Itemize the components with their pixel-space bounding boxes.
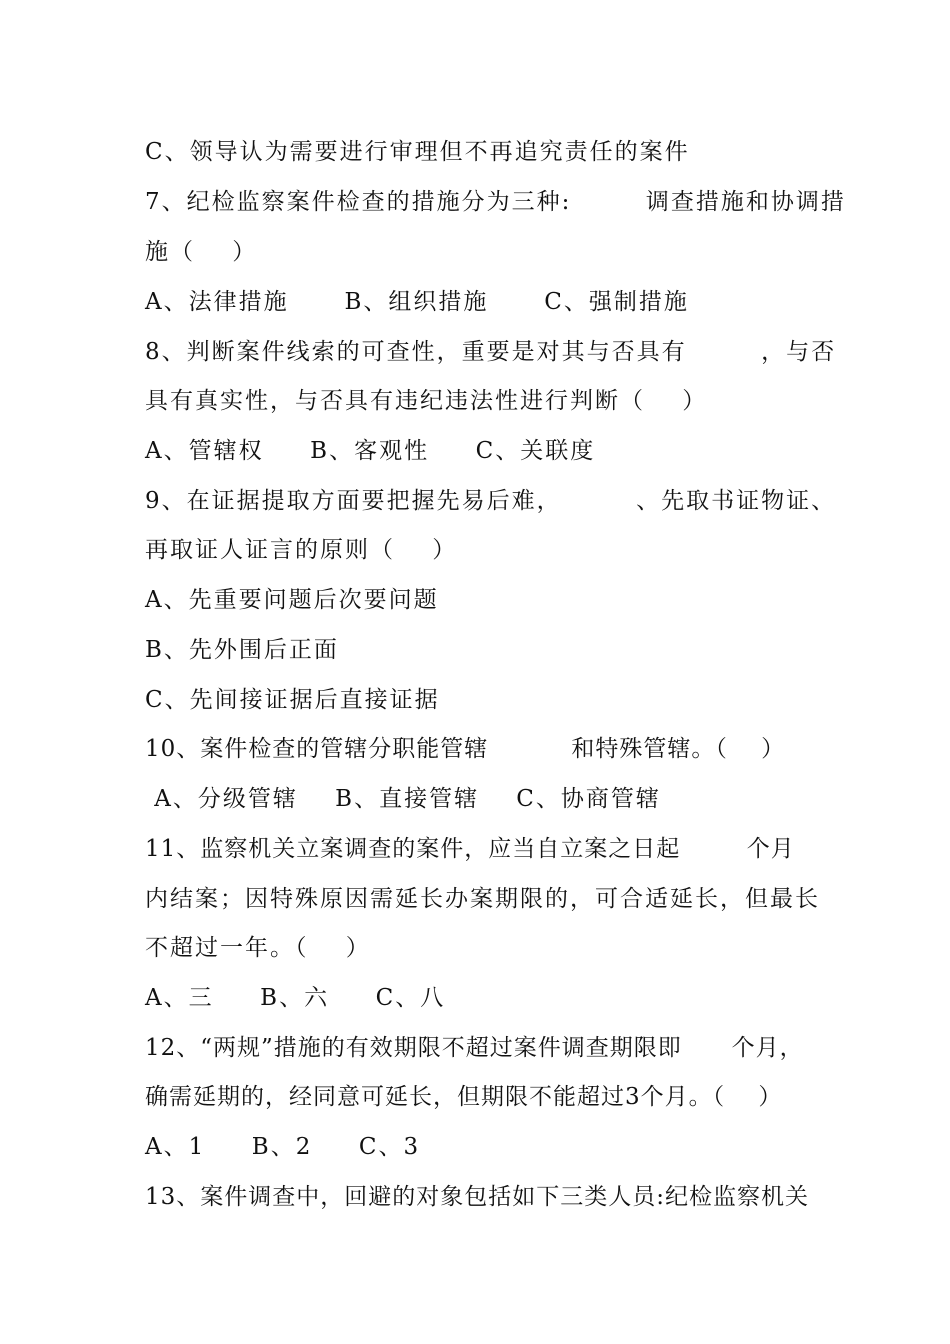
- text-line: 再取证人证言的原则（ ）: [145, 537, 458, 563]
- question-9-option-b: B、先外围后正面: [145, 637, 339, 663]
- text-line: C、领导认为需要进行审理但不再追究责任的案件: [145, 139, 690, 165]
- text-line: 不超过一年。（ ）: [145, 935, 371, 961]
- question-7-text: 7、纪检监察案件检查的措施分为三种: 调查措施和协调措: [145, 189, 846, 215]
- question-8-options: A、管辖权 B、客观性 C、关联度: [145, 438, 596, 464]
- question-10-options: A、分级管辖 B、直接管辖 C、协商管辖: [145, 786, 661, 812]
- question-9-option-a: A、先重要问题后次要问题: [145, 587, 439, 613]
- text-line: 具有真实性，与否具有违纪违法性进行判断（ ）: [145, 388, 708, 414]
- question-13-text: 13、案件调查中，回避的对象包括如下三类人员:纪检监察机关: [145, 1184, 810, 1210]
- question-9-text: 9、在证据提取方面要把握先易后难， 、先取书证物证、: [145, 488, 837, 514]
- question-11-text: 11、监察机关立案调查的案件，应当自立案之日起 个月: [145, 836, 795, 862]
- question-7-options: A、法律措施 B、组织措施 C、强制措施: [145, 289, 689, 315]
- text-line: 内结案；因特殊原因需延长办案期限的，可合适延长，但最长: [145, 886, 820, 912]
- text-line: 确需延期的，经同意可延长，但期限不能超过3个月。（ ）: [145, 1084, 783, 1110]
- question-9-option-c: C、先间接证据后直接证据: [145, 687, 440, 713]
- question-11-options: A、三 B、六 C、八: [145, 985, 446, 1011]
- question-12-options: A、1 B、2 C、3: [145, 1134, 421, 1160]
- question-10-text: 10、案件检查的管辖分职能管辖 和特殊管辖。（ ）: [145, 736, 786, 762]
- question-12-text: 12、“两规”措施的有效期限不超过案件调查期限即 个月，: [145, 1035, 804, 1061]
- question-8-text: 8、判断案件线索的可查性，重要是对其与否具有 ，与否: [145, 339, 837, 365]
- text-line: 施（ ）: [145, 239, 258, 265]
